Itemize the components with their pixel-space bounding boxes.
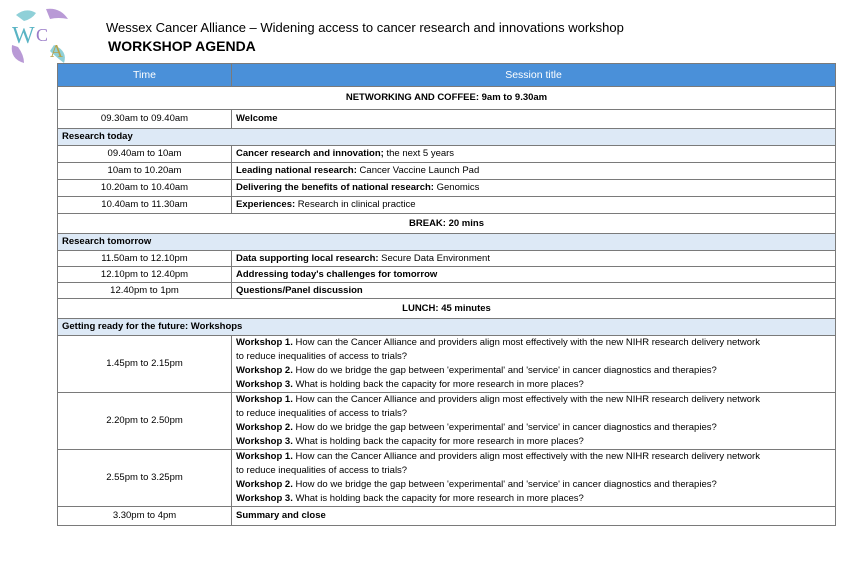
section-tomorrow: Research tomorrow xyxy=(58,234,836,251)
time-cell: 12.10pm to 12.40pm xyxy=(58,267,232,283)
time-cell: 10.20am to 10.40am xyxy=(58,180,232,197)
session-cell: Cancer research and innovation; the next 5 years xyxy=(232,146,836,163)
section-row xyxy=(58,129,836,146)
table-row xyxy=(58,180,836,197)
workshop-row xyxy=(58,393,836,450)
table-row xyxy=(58,267,836,283)
workshop-cell: Workshop 1. How can the Cancer Alliance and providers align most effectively with the new NIHR research delivery network to reduce inequalities of access to trials? Workshop 2. How do we bridge the gap between 'experimental' and 'service' in cancer diagnostics and therapies? Workshop 3. What is holding back the capacity for more research in more places? xyxy=(232,450,836,507)
table-row xyxy=(58,507,836,526)
time-cell: 11.50am to 12.10pm xyxy=(58,251,232,267)
table-row xyxy=(58,110,836,129)
agenda-table xyxy=(57,63,836,526)
session-cell: Welcome xyxy=(232,110,836,129)
time-cell: 10am to 10.20am xyxy=(58,163,232,180)
table-row xyxy=(58,197,836,214)
section-today: Research today xyxy=(58,129,836,146)
session-cell: Experiences: Research in clinical practice xyxy=(232,197,836,214)
table-header-row xyxy=(58,64,836,87)
session-column-header: Session title xyxy=(232,64,836,87)
session-cell: Delivering the benefits of national research: Genomics xyxy=(232,180,836,197)
time-cell: 12.40pm to 1pm xyxy=(58,283,232,299)
time-cell: 09.30am to 09.40am xyxy=(58,110,232,129)
table-row xyxy=(58,283,836,299)
svg-text:C: C xyxy=(36,25,49,45)
time-cell: 09.40am to 10am xyxy=(58,146,232,163)
time-cell: 10.40am to 11.30am xyxy=(58,197,232,214)
table-row xyxy=(58,163,836,180)
time-cell: 3.30pm to 4pm xyxy=(58,507,232,526)
lunch-row xyxy=(58,299,836,319)
session-cell: Addressing today's challenges for tomorrow xyxy=(232,267,836,283)
break-row xyxy=(58,214,836,234)
time-cell: 2.20pm to 2.50pm xyxy=(58,393,232,450)
session-cell: Questions/Panel discussion xyxy=(232,283,836,299)
workshop-row xyxy=(58,336,836,393)
time-cell: 1.45pm to 2.15pm xyxy=(58,336,232,393)
time-column-header: Time xyxy=(58,64,232,87)
workshop-title: Wessex Cancer Alliance – Widening access to cancer research and innovations workshop xyxy=(106,20,624,35)
session-cell: Data supporting local research: Secure Data Environment xyxy=(232,251,836,267)
workshop-cell: Workshop 1. How can the Cancer Alliance and providers align most effectively with the new NIHR research delivery network to reduce inequalities of access to trials? Workshop 2. How do we bridge the gap between 'experimental' and 'service' in cancer diagnostics and therapies? Workshop 3. What is holding back the capacity for more research in more places? xyxy=(232,336,836,393)
networking-text: NETWORKING AND COFFEE: 9am to 9.30am xyxy=(58,87,836,110)
workshop-row xyxy=(58,450,836,507)
session-cell: Leading national research: Cancer Vaccine Launch Pad xyxy=(232,163,836,180)
time-cell: 2.55pm to 3.25pm xyxy=(58,450,232,507)
lunch-text: LUNCH: 45 minutes xyxy=(58,299,836,319)
svg-text:W: W xyxy=(12,23,35,49)
section-row xyxy=(58,234,836,251)
section-row xyxy=(58,319,836,336)
session-cell: Summary and close xyxy=(232,507,836,526)
table-row xyxy=(58,146,836,163)
networking-row xyxy=(58,87,836,110)
agenda-heading: WORKSHOP AGENDA xyxy=(108,38,256,54)
break-text: BREAK: 20 mins xyxy=(58,214,836,234)
table-row xyxy=(58,251,836,267)
section-future: Getting ready for the future: Workshops xyxy=(58,319,836,336)
workshop-cell: Workshop 1. How can the Cancer Alliance and providers align most effectively with the new NIHR research delivery network to reduce inequalities of access to trials? Workshop 2. How do we bridge the gap between 'experimental' and 'service' in cancer diagnostics and therapies? Workshop 3. What is holding back the capacity for more research in more places? xyxy=(232,393,836,450)
wca-logo xyxy=(6,5,74,67)
svg-text:A: A xyxy=(50,41,63,61)
